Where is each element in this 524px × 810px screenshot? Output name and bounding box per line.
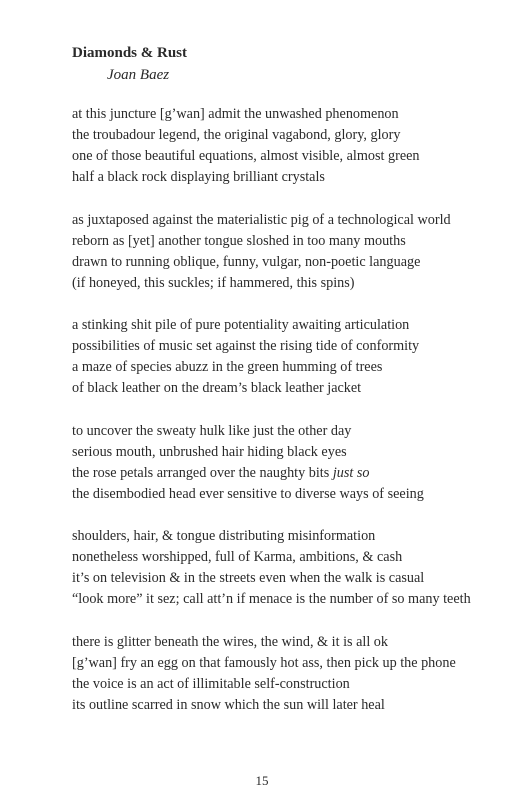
poem-line: there is glitter beneath the wires, the wind, & it is all ok [72,633,388,650]
poem-line: as juxtaposed against the materialistic pig of a technological world [72,211,451,228]
poem-author: Joan Baez [107,67,170,83]
stanza-1 [72,104,512,188]
poem-line: it’s on television & in the streets even when the walk is casual [72,570,425,586]
poem-line: drawn to running oblique, funny, vulgar, non-poetic language [72,253,421,270]
poem-line: serious mouth, unbrushed hair hiding black eyes [72,443,347,460]
poem-line: one of those beautiful equations, almost visible, almost green [72,148,420,164]
page-number: 15 [255,773,269,788]
poem-line: “look more” it sez; call att’n if menace is the number of so many teeth [72,591,471,607]
poem-line-with-italic [72,463,512,484]
poem-line: the disembodied head ever sensitive to diverse ways of seeing [72,485,424,502]
stanza-3 [72,315,512,399]
poem-line: at this juncture [g’wan] admit the unwashed phenomenon [72,106,399,122]
poem-line: [g’wan] fry an egg on that famously hot ass, then pick up the phone [72,654,456,671]
poem-line: its outline scarred in snow which the sun will later heal [72,696,385,713]
stanza-4 [72,421,512,505]
poem-line: of black leather on the dream’s black leather jacket [72,380,362,396]
poem-line: shoulders, hair, & tongue distributing misinformation [72,528,376,544]
poem-line: (if honeyed, this suckles; if hammered, this spins) [72,274,355,291]
italic-fragment: just so [332,464,370,481]
poem-line: reborn as [yet] another tongue sloshed in too many mouths [72,232,406,249]
poem-line: the voice is an act of illimitable self-construction [72,675,350,692]
poem-line: the troubadour legend, the original vagabond, glory, glory [72,127,401,143]
stanza-6 [72,632,512,716]
poem-line: half a black rock displaying brilliant crystals [72,169,325,185]
poem-line: nonetheless worshipped, full of Karma, ambitions, & cash [72,549,403,565]
poem-line: possibilities of music set against the rising tide of conformity [72,338,420,354]
poem-title: Diamonds & Rust [72,45,188,61]
poem-line: a maze of species abuzz in the green humming of trees [72,359,383,375]
poem-line-text: the rose petals arranged over the naughty bits [72,464,333,481]
poem-line: to uncover the sweaty hulk like just the other day [72,422,352,439]
stanza-5 [72,526,512,610]
poem-body [72,104,512,737]
stanza-2 [72,210,512,294]
poem-line: a stinking shit pile of pure potentiality awaiting articulation [72,317,410,333]
